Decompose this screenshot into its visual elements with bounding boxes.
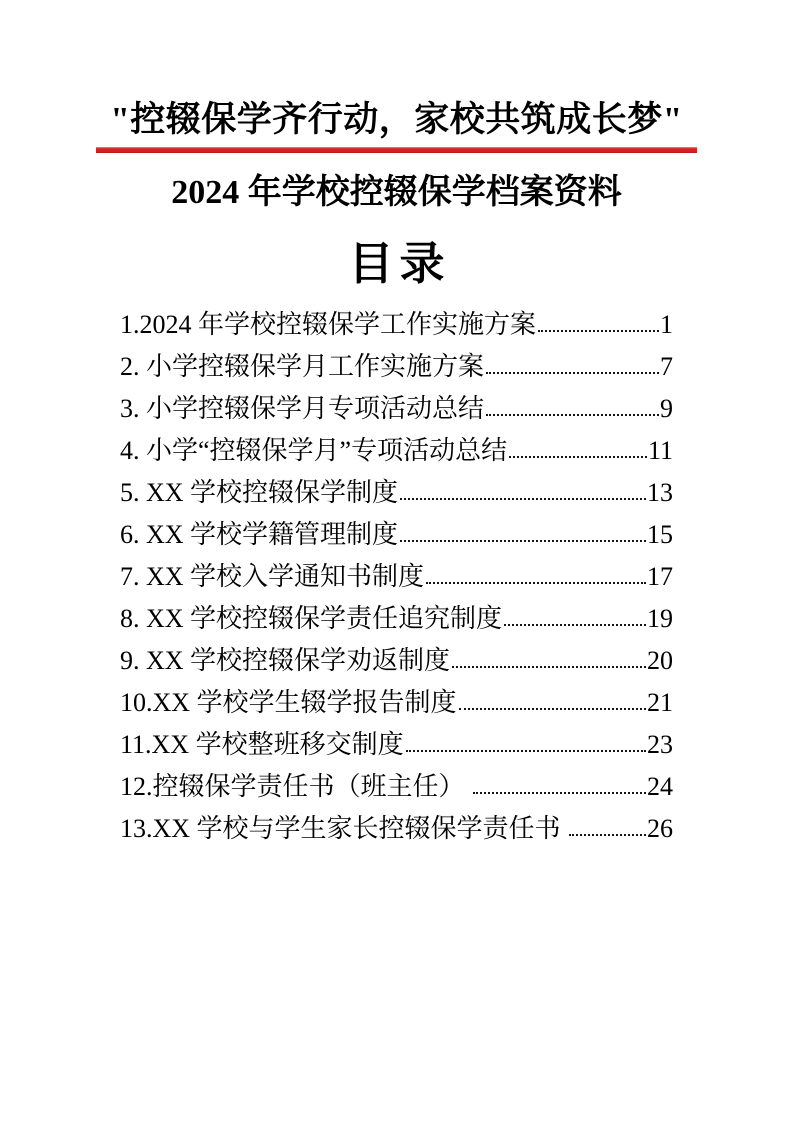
toc-entry-page-number: 19 <box>647 604 673 634</box>
toc-entry-label: 1.2024 年学校控辍保学工作实施方案 <box>120 310 537 340</box>
toc-entry[interactable] <box>120 598 673 640</box>
toc-dot-leader <box>400 498 646 500</box>
toc-entry[interactable] <box>120 640 673 682</box>
toc-list <box>120 304 673 850</box>
toc-entry-label: 8. XX 学校控辍保学责任追究制度 <box>120 604 503 634</box>
toc-entry-label: 10.XX 学校学生辍学报告制度 <box>120 688 457 718</box>
toc-dot-leader <box>426 582 646 584</box>
toc-entry-label: 6. XX 学校学籍管理制度 <box>120 520 399 550</box>
toc-entry[interactable] <box>120 766 673 808</box>
toc-heading: 目录 <box>348 238 451 289</box>
toc-entry-label: 9. XX 学校控辍保学劝返制度 <box>120 646 451 676</box>
toc-dot-leader <box>406 750 646 752</box>
toc-dot-leader <box>504 624 646 626</box>
toc-dot-leader <box>400 540 646 542</box>
toc-entry-page-number: 17 <box>647 562 673 592</box>
toc-entry-page-number: 26 <box>647 814 673 844</box>
toc-entry[interactable] <box>120 556 673 598</box>
document-title: 2024 年学校控辍保学档案资料 <box>171 173 622 211</box>
toc-entry-page-number: 7 <box>660 352 673 382</box>
toc-entry-page-number: 23 <box>647 730 673 760</box>
toc-dot-leader <box>509 456 647 458</box>
toc-entry[interactable] <box>120 346 673 388</box>
toc-entry-label: 7. XX 学校入学通知书制度 <box>120 562 425 592</box>
toc-entry-page-number: 1 <box>660 310 673 340</box>
toc-entry-label: 5. XX 学校控辍保学制度 <box>120 478 399 508</box>
toc-dot-leader <box>538 330 659 332</box>
toc-entry[interactable] <box>120 724 673 766</box>
toc-entry-page-number: 15 <box>647 520 673 550</box>
toc-dot-leader <box>486 372 659 374</box>
toc-entry-label: 2. 小学控辍保学月工作实施方案 <box>120 352 485 382</box>
toc-dot-leader <box>486 414 659 416</box>
toc-entry[interactable] <box>120 682 673 724</box>
toc-dot-leader <box>459 708 646 710</box>
toc-dot-leader <box>473 792 646 794</box>
red-divider-rule <box>96 147 697 153</box>
toc-entry[interactable] <box>120 472 673 514</box>
toc-entry-page-number: 9 <box>660 394 673 424</box>
toc-entry[interactable] <box>120 304 673 346</box>
toc-entry-page-number: 21 <box>647 688 673 718</box>
toc-entry[interactable] <box>120 430 673 472</box>
toc-dot-leader <box>569 834 646 836</box>
toc-entry-label: 3. 小学控辍保学月专项活动总结 <box>120 394 485 424</box>
toc-entry[interactable] <box>120 514 673 556</box>
banner-title: "控辍保学齐行动，家校共筑成长梦" <box>110 100 683 139</box>
toc-entry-page-number: 11 <box>647 436 673 466</box>
toc-entry-label: 12.控辍保学责任书（班主任） <box>120 772 472 802</box>
toc-entry-label: 4. 小学“控辍保学月”专项活动总结 <box>120 436 508 466</box>
toc-entry-label: 13.XX 学校与学生家长控辍保学责任书 <box>120 814 568 844</box>
toc-entry-label: 11.XX 学校整班移交制度 <box>120 730 404 760</box>
toc-entry-page-number: 13 <box>647 478 673 508</box>
toc-entry[interactable] <box>120 808 673 850</box>
toc-dot-leader <box>452 666 646 668</box>
toc-entry-page-number: 20 <box>647 646 673 676</box>
toc-entry[interactable] <box>120 388 673 430</box>
toc-entry-page-number: 24 <box>647 772 673 802</box>
